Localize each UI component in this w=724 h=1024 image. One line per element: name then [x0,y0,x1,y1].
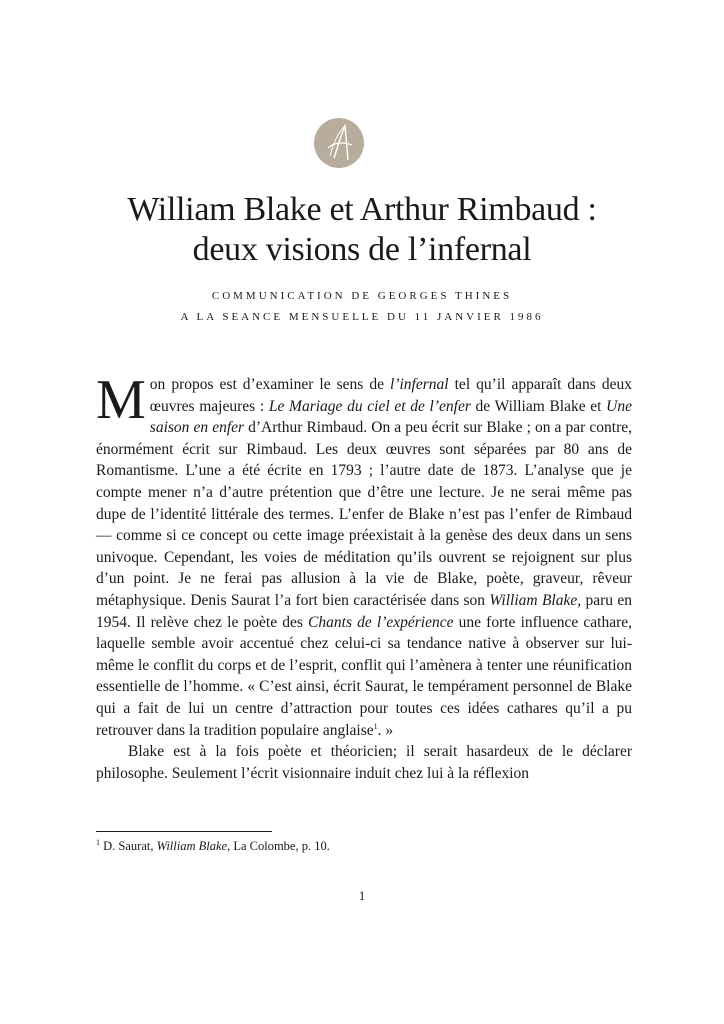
text-run: on propos est d’examiner le sens de [149,376,391,393]
page-number: 1 [358,888,366,903]
italic-work-title: William Blake [156,839,228,853]
italic-work-title: Une saison en enfer [149,397,632,437]
title-line-1: William Blake et Arthur Rimbaud : [127,191,597,228]
text-run: une forte influence cathare, laquelle semble avoir accentué chez celui-ci sa tendance native à observer sur lui-même le conflit du corps et de l’esprit, conflit qui l’amènera à tenter une réunification essentielle de l’homme. « C’est ainsi, écrit Saurat, le tempérament personnel de Blake qui a fait de lui un centre d’attraction pour toutes ces idées cathares qu’il a pu retrouver dans la tradition populaire anglaise [96,613,632,739]
title-line-2: deux visions de l’infernal [192,231,532,268]
page-title [60,190,664,270]
footnote-reference[interactable]: 1 [373,721,378,731]
footnote-divider [96,831,272,832]
italic-work-title: Le Mariage du ciel et de l’enfer [268,397,471,415]
paragraph-2: Blake est à la fois poète et théoricien; il serait hasardeux de le déclarer philosophe. Seulement l’écrit visionnaire induit chez lui à la réflexion [96,743,632,782]
text-run: d’Arthur Rimbaud. On a peu écrit sur Blake ; on a par contre, énormément écrit sur Rimbaud. Les deux œuvres sont séparées par 80 ans de Romantisme. L’une a été écrite en 1793 ; l’autre date de 1873. L’analyse que je compte mener n’a d’autre prétention que d’être une lecture. Je ne serai même pas dupe de l’identité littérale des termes. L’enfer de Blake n’est pas l’enfer de Rimbaud — comme si ce concept ou cette image préexistait à la genèse des deux dans un sens univoque. Cependant, les voies de méditation qu’ils ouvrent se rejoignent sur plus d’un point. Je ne ferai pas allusion à la vie de Blake, poète, graveur, rêveur métaphysique. Denis Saurat l’a fort bien caractérisée dans son [96,419,632,609]
subtitle-line-2: A LA SEANCE MENSUELLE DU 11 JANVIER 1986 [180,311,544,323]
subtitle-line-1: COMMUNICATION DE GEORGES THINES [211,290,513,302]
footnote-number: 1 [96,837,100,847]
italic-work-title: William Blake, [489,591,582,609]
paragraph-1 [96,369,632,741]
text-run: D. Saurat, [100,839,157,853]
body-text [96,369,632,784]
footnote [96,838,330,854]
monogram-a-icon [314,118,364,168]
text-run: , La Colombe, p. 10. [227,839,330,853]
text-run: de William Blake et [470,397,607,415]
monogram-emblem [314,118,364,168]
text-run: tel qu’il apparaît dans deux œuvres majeures : [149,376,632,415]
text-run: paru en 1954. Il relève chez le poète des [96,591,632,631]
drop-cap: M [96,369,146,431]
text-run: . » [377,721,394,739]
italic-term: l’infernal [390,376,449,393]
subtitle [60,286,664,328]
italic-work-title: Chants de l’expérience [308,613,454,631]
